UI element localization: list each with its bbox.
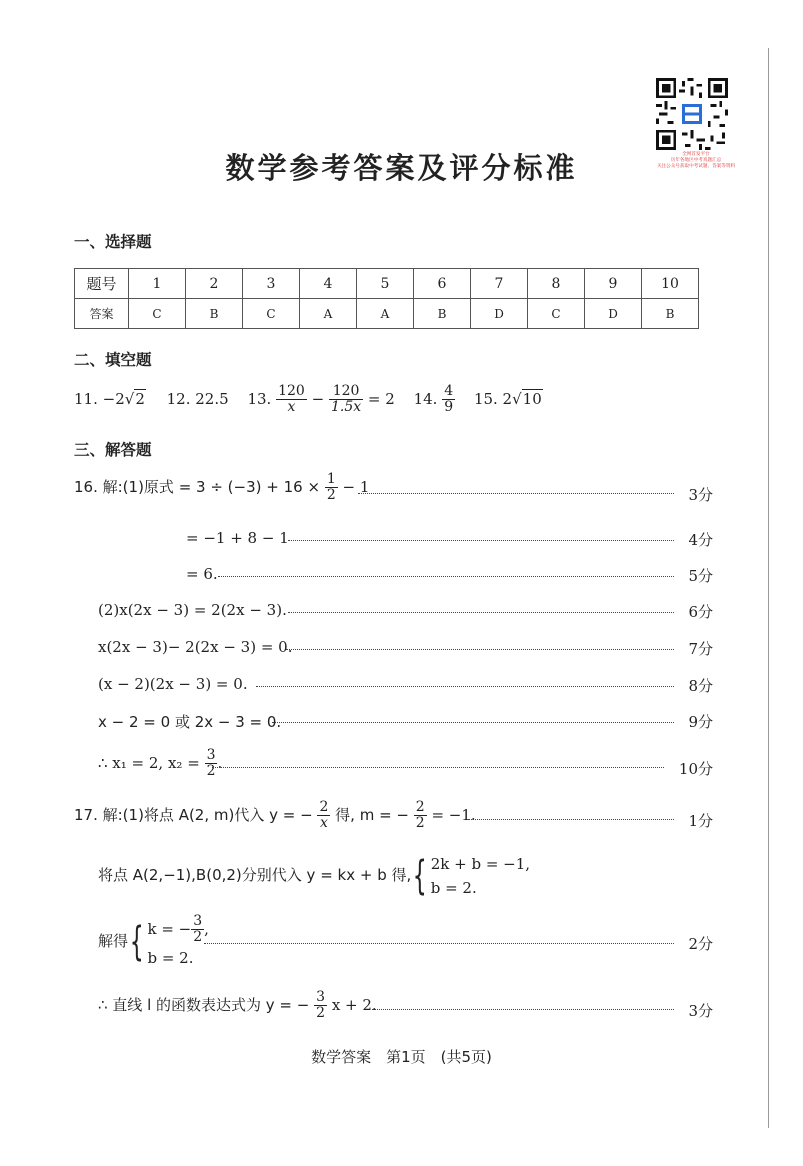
page-edge-line <box>768 48 769 1128</box>
table-cell: A <box>357 299 414 329</box>
leader-dots <box>468 818 674 820</box>
page-footer: 数学答案 第1页 (共5页) <box>311 1048 492 1066</box>
score-label: 6分 <box>688 603 713 621</box>
table-cell: 5 <box>357 269 414 299</box>
table-cell: 7 <box>471 269 528 299</box>
q16-line-6: (x − 2)(2x − 3) = 0. <box>98 675 248 693</box>
table-cell: A <box>300 299 357 329</box>
table-cell: 10 <box>642 269 699 299</box>
leader-dots <box>212 766 664 768</box>
table-cell: 9 <box>585 269 642 299</box>
leader-dots <box>272 721 674 723</box>
table-header-cell: 答案 <box>75 299 129 329</box>
table-cell: D <box>471 299 528 329</box>
leader-dots <box>288 539 674 541</box>
table-header-cell: 题号 <box>75 269 129 299</box>
table-cell: C <box>129 299 186 329</box>
leader-dots <box>372 1008 674 1010</box>
score-label: 3分 <box>688 486 713 504</box>
score-label: 8分 <box>688 677 713 695</box>
q16-line-1: 16. 解:(1)原式 = 3 ÷ (−3) + 16 × $\frac{1}{2}$ − 1 <box>74 471 370 504</box>
fraction: $\frac{120}{x}$ <box>278 383 305 416</box>
table-cell: D <box>585 299 642 329</box>
score-label: 1分 <box>688 812 713 830</box>
qr-caption: 全网首发平台 历年各地区中考真题汇总 关注公众号获取中考试题、答案等资料 <box>656 152 736 169</box>
fill-blank-answers: 11. −2√2 12. 22.5 13. $\frac{120}{x}$ − $\frac{120}{1.5x}$ = 2 14. $\frac{4}{9}$ 15. 2√10 <box>74 383 542 416</box>
q17-line-3: 解得{ k = − $\frac{3}{2}$ , b = 2. <box>98 913 209 967</box>
fraction: $\frac{2}{2}$ <box>415 799 425 832</box>
leader-dots <box>218 575 674 577</box>
table-cell: 4 <box>300 269 357 299</box>
q16-line-5: x(2x − 3)− 2(2x − 3) = 0. <box>98 638 293 656</box>
q17-line-4: ∴ 直线 l 的函数表达式为 y = − $\frac{3}{2}$ x + 2. <box>98 989 377 1022</box>
leader-dots <box>286 648 674 650</box>
fraction: $\frac{120}{1.5x}$ <box>330 383 362 416</box>
table-row <box>75 299 699 329</box>
fraction: $\frac{3}{2}$ <box>316 989 326 1022</box>
leader-dots <box>256 685 674 687</box>
table-row <box>75 269 699 299</box>
score-label: 10分 <box>678 760 713 778</box>
q17-line-1: 17. 解:(1)将点 A(2, m)代入 y = − $\frac{2}{x}$ 得, m = − $\frac{2}{2}$ = −1. <box>74 799 476 832</box>
leader-dots <box>288 611 674 613</box>
answer-13-label: 13. <box>247 389 272 408</box>
fraction: $\frac{1}{2}$ <box>326 471 336 504</box>
section-heading-solutions: 三、解答题 <box>74 441 152 459</box>
answer-15: 15. 2 <box>473 389 513 408</box>
table-cell: 3 <box>243 269 300 299</box>
table-cell: 1 <box>129 269 186 299</box>
section-heading-fill: 二、填空题 <box>74 351 152 369</box>
table-cell: B <box>642 299 699 329</box>
score-label: 4分 <box>688 531 713 549</box>
fraction: $\frac{2}{x}$ <box>319 799 329 832</box>
q16-line-8: ∴ x₁ = 2, x₂ = $\frac{3}{2}$ . <box>98 747 223 780</box>
leader-dots <box>358 492 674 494</box>
score-label: 2分 <box>688 935 713 953</box>
answer-12: 12. 22.5 <box>166 389 229 408</box>
fraction: $\frac{4}{9}$ <box>444 383 454 416</box>
choice-answer-table <box>74 268 699 329</box>
answer-15-radicand: 10 <box>522 389 542 408</box>
table-cell: C <box>243 299 300 329</box>
table-cell: C <box>528 299 585 329</box>
answer-14-label: 14. <box>413 389 438 408</box>
score-label: 5分 <box>688 567 713 585</box>
leader-dots <box>204 942 674 944</box>
score-label: 3分 <box>688 1002 713 1020</box>
table-cell: B <box>186 299 243 329</box>
answer-11: 11. −2 <box>74 389 125 408</box>
table-cell: B <box>414 299 471 329</box>
table-cell: 2 <box>186 269 243 299</box>
table-cell: 6 <box>414 269 471 299</box>
score-label: 7分 <box>688 640 713 658</box>
qr-code-icon <box>656 78 728 150</box>
fraction: $\frac{3}{2}$ <box>206 747 216 780</box>
q16-line-3: = 6. <box>186 565 218 583</box>
q17-line-2: 将点 A(2,−1),B(0,2)分别代入 y = kx + b 得,{ 2k + b = −1, b = 2. <box>98 853 531 899</box>
score-label: 9分 <box>688 713 713 731</box>
table-cell: 8 <box>528 269 585 299</box>
section-heading-choice: 一、选择题 <box>74 233 152 251</box>
q16-line-4: (2)x(2x − 3) = 2(2x − 3). <box>98 601 287 619</box>
answer-11-radicand: 2 <box>135 389 145 408</box>
q16-line-2: = −1 + 8 − 1 <box>186 529 289 547</box>
page-title: 数学参考答案及评分标准 <box>225 151 578 185</box>
q16-line-7: x − 2 = 0 或 2x − 3 = 0. <box>98 713 282 731</box>
